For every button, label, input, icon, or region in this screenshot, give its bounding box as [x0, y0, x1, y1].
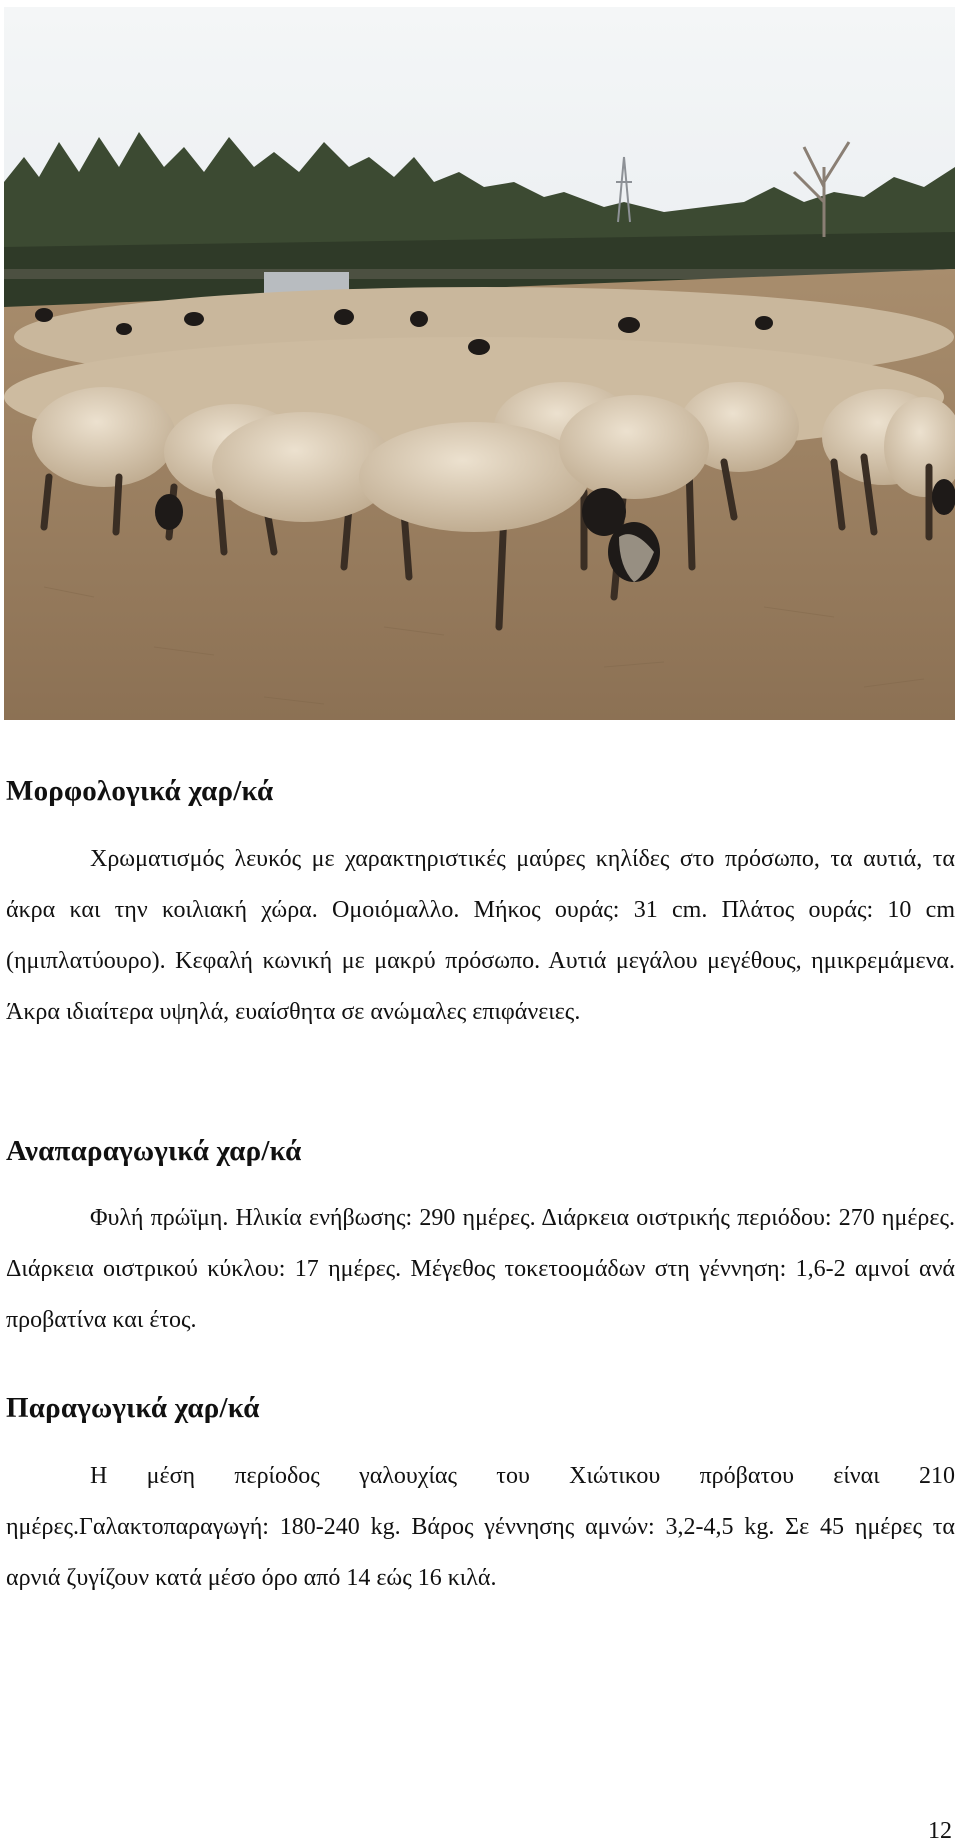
section-paragraph-reproductive: [6, 1193, 955, 1346]
section-heading-productive: Παραγωγικά χαρ/κά: [6, 1392, 260, 1424]
section-heading-morphological: Μορφολογικά χαρ/κά: [6, 775, 274, 807]
sheep-flock-photo: [4, 7, 955, 720]
section-heading-reproductive: Αναπαραγωγικά χαρ/κά: [6, 1135, 302, 1167]
section-paragraph-morphological: [6, 834, 955, 1038]
page-number: 12: [928, 1818, 952, 1844]
paragraph-text: Χρωματισμός λευκός με χαρακτηριστικές μαύρες κηλίδες στο πρόσωπο, τα αυτιά, τα άκρα και την κοιλιακή χώρα. Ομοιόμαλλο. Μήκος ουράς: 31 cm. Πλάτος ουράς: 10 cm (ημιπλατύουρο). Κεφαλή κωνική με μακρύ πρόσωπο. Αυτιά μεγάλου μεγέθους, ημικρεμάμενα. Άκρα ιδιαίτερα υψηλά, ευαίσθητα σε ανώμαλες επιφάνειες.: [6, 846, 955, 1025]
paragraph-text: Η μέση περίοδος γαλουχίας του Χιώτικου πρόβατου είναι 210 ημέρες.Γαλακτοπαραγωγή: 180-240 kg. Βάρος γέννησης αμνών: 3,2-4,5 kg. Σε 45 ημέρες τα αρνιά ζυγίζουν κατά μέσο όρο από 14 εώς 16 κιλά.: [6, 1463, 955, 1591]
paragraph-text: Φυλή πρώϊμη. Ηλικία ενήβωσης: 290 ημέρες. Διάρκεια οιστρικής περιόδου: 270 ημέρες. Διάρκεια οιστρικού κύκλου: 17 ημέρες. Μέγεθος τοκετοομάδων στη γέννηση: 1,6-2 αμνοί ανά προβατίνα και έτος.: [6, 1205, 955, 1333]
section-paragraph-productive: [6, 1451, 955, 1604]
